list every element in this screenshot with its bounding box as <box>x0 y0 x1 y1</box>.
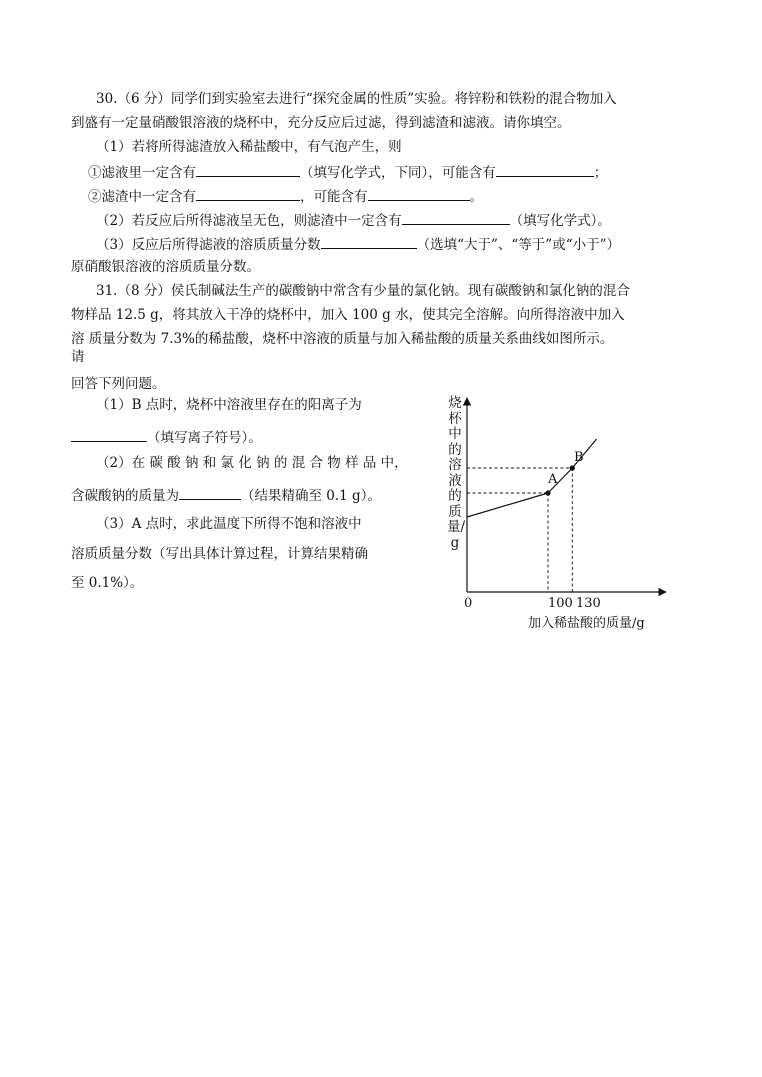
q31-intro-line3: 溶 质量分数为 7.3%的稀盐酸，烧杯中溶液的质量与加入稀盐酸的质量关系曲线如图所示。 <box>71 331 614 347</box>
q31-intro-line4: 请 <box>71 349 85 365</box>
q30-part1b-middle: ，可能含有 <box>300 189 368 205</box>
q30-part2-end: （填写化学式）。 <box>509 213 611 229</box>
q31-sub1-end: （填写离子符号）。 <box>147 430 262 446</box>
q31-sub3-line2: 溶质质量分数（写出具体计算过程，计算结果精确 <box>71 546 368 562</box>
answer-blank[interactable] <box>71 427 147 442</box>
q31-intro-line2: 物样品 12.5 g，将其放入干净的烧杯中，加入 100 g 水，使其完全溶解。向所得溶液中加入 <box>71 307 625 323</box>
q31-sub2-end: （结果精确至 0.1 g）。 <box>241 488 381 504</box>
q30-part1a-end: ； <box>593 165 608 181</box>
answer-blank[interactable] <box>179 485 241 500</box>
answer-blank[interactable] <box>321 234 417 249</box>
q30-part3 <box>96 234 620 254</box>
q30-part1a <box>88 162 607 182</box>
chart-point-label-b: B <box>574 450 584 465</box>
q30-part3-line2: 原硝酸银溶液的溶质质量分数。 <box>71 259 260 275</box>
q30-part1a-middle: （填写化学式，下同），可能含有 <box>300 165 496 181</box>
q30-part3-prefix: （3）反应后所得滤液的溶质质量分数 <box>96 237 321 253</box>
answer-blank[interactable] <box>196 162 300 177</box>
q31-sub3-line3: 至 0.1%）。 <box>71 575 144 591</box>
chart-point-label-a: A <box>548 472 558 487</box>
q30-part1: （1）若将所得滤渣放入稀盐酸中，有气泡产生，则 <box>96 139 402 155</box>
answer-blank[interactable] <box>196 186 300 201</box>
q30-part3-end: （选填“大于”、“等于”或“小于”） <box>416 237 621 253</box>
q30-part2 <box>96 210 611 230</box>
q31-sub2-prefix: 含碳酸钠的质量为 <box>71 488 179 504</box>
q30-intro-line1: 30.（6 分）同学们到实验室去进行“探究金属的性质”实验。将锌粉和铁粉的混合物加入 <box>96 91 617 107</box>
q31-sub3-line1: （3）A 点时，求此温度下所得不饱和溶液中 <box>96 516 362 532</box>
q31-sub1-line1: （1）B 点时，烧杯中溶液里存在的阳离子为 <box>96 397 362 413</box>
chart-curve-segment <box>467 493 548 517</box>
q31-sub1-line2 <box>71 427 262 447</box>
chart-point-b <box>570 465 575 470</box>
chart-x-tick-label: 100 <box>548 596 573 611</box>
q30-intro-line2: 到盛有一定量硝酸银溶液的烧杯中，充分反应后过滤，得到滤渣和滤液。请你填空。 <box>71 115 571 131</box>
answer-blank[interactable] <box>368 186 470 201</box>
chart-point-a <box>545 490 550 495</box>
q30-part1a-prefix: ①滤液里一定含有 <box>88 165 196 181</box>
q31-sub2-line1: （2）在 碳 酸 钠 和 氯 化 钠 的 混 合 物 样 品 中， <box>96 455 408 471</box>
q31-sub2-line2 <box>71 485 381 505</box>
chart-y-axis-label: 烧杯中的溶液的质量/g <box>447 395 466 551</box>
chart-origin-label: 0 <box>464 596 473 611</box>
chart-x-axis-label: 加入稀盐酸的质量/g <box>528 616 645 631</box>
q30-part1b-end: 。 <box>469 189 483 205</box>
chart-x-tick-label: 130 <box>576 596 601 611</box>
q31-intro-line5: 回答下列问题。 <box>71 376 166 392</box>
q30-part1b <box>88 186 483 206</box>
q30-part2-prefix: （2）若反应后所得滤液呈无色，则滤渣中一定含有 <box>96 213 402 229</box>
q30-part1b-prefix: ②滤渣中一定含有 <box>88 189 196 205</box>
q31-intro-line1: 31.（8 分）侯氏制碱法生产的碳酸钠中常含有少量的氯化钠。现有碳酸钠和氯化钠的混合 <box>96 283 630 299</box>
answer-blank[interactable] <box>496 162 594 177</box>
answer-blank[interactable] <box>402 210 510 225</box>
